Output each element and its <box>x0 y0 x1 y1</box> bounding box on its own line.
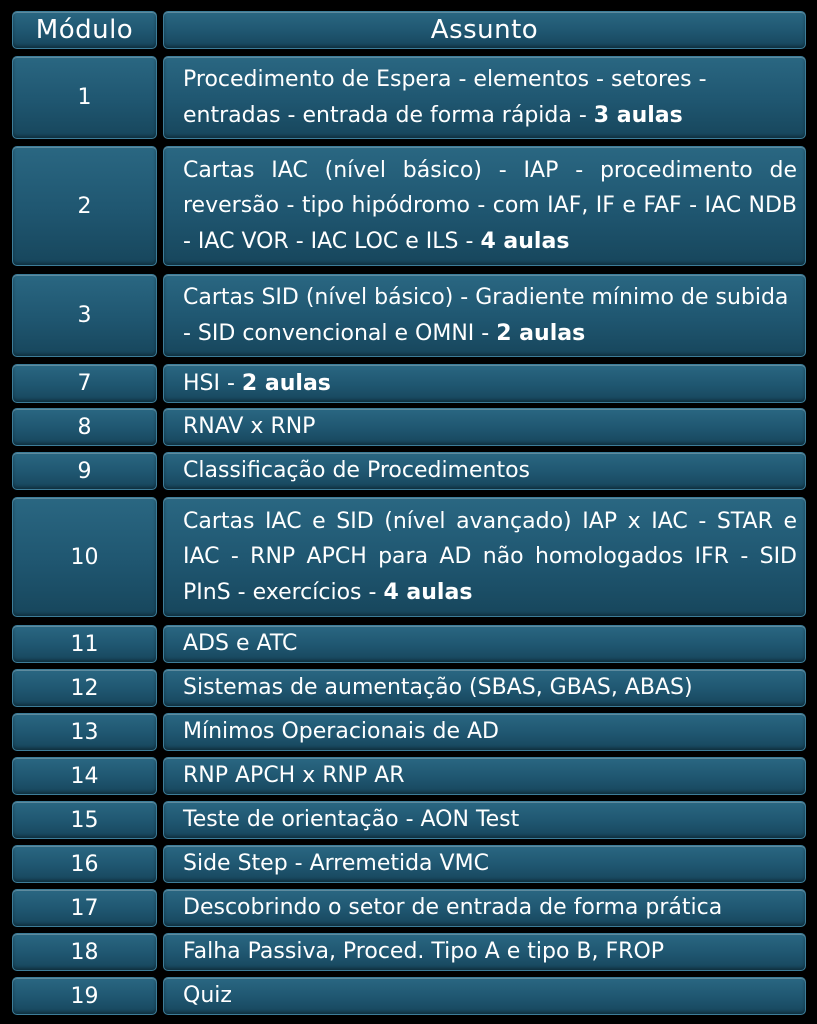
table-row-subject: Classificação de Procedimentos <box>163 452 806 490</box>
table-row-subject: RNAV x RNP <box>163 408 806 446</box>
table-row-subject: Cartas IAC (nível básico) - IAP - procedimento de reversão - tipo hipódromo - com IAF, IF e FAF - IAC NDB - IAC VOR - IAC LOC e ILS - 4 aulas <box>163 146 806 266</box>
table-row-module: 9 <box>12 452 157 490</box>
table-row-module: 7 <box>12 364 157 403</box>
table-row-subject: Sistemas de aumentação (SBAS, GBAS, ABAS) <box>163 669 806 707</box>
header-module <box>12 11 157 49</box>
table-row-module: 19 <box>12 977 157 1015</box>
table-row-module: 13 <box>12 713 157 751</box>
table-row-subject: Quiz <box>163 977 806 1015</box>
table-row-module: 18 <box>12 933 157 971</box>
table-row-module: 11 <box>12 625 157 663</box>
table-row-module: 3 <box>12 274 157 357</box>
table-row-subject: Side Step - Arremetida VMC <box>163 845 806 883</box>
table-row-module: 1 <box>12 56 157 139</box>
table-row-subject: RNP APCH x RNP AR <box>163 757 806 795</box>
table-row-module: 17 <box>12 889 157 927</box>
header-module-label: Módulo <box>35 15 134 45</box>
table-row-subject: Cartas IAC e SID (nível avançado) IAP x IAC - STAR e IAC - RNP APCH para AD não homologados IFR - SID PInS - exercícios - 4 aulas <box>163 497 806 617</box>
table-row-module: 8 <box>12 408 157 446</box>
table-row-module: 12 <box>12 669 157 707</box>
table-row-subject: ADS e ATC <box>163 625 806 663</box>
table-row-subject: HSI - 2 aulas <box>163 364 806 403</box>
table-row-subject: Cartas SID (nível básico) - Gradiente mínimo de subida - SID convencional e OMNI - 2 aulas <box>163 274 806 357</box>
header-subject <box>163 11 806 49</box>
table-row-module: 2 <box>12 146 157 266</box>
table-row-module: 10 <box>12 497 157 617</box>
table-row-subject: Teste de orientação - AON Test <box>163 801 806 839</box>
header-subject-label: Assunto <box>430 15 539 45</box>
table-row-module: 14 <box>12 757 157 795</box>
table-row-module: 16 <box>12 845 157 883</box>
table-row-subject: Falha Passiva, Proced. Tipo A e tipo B, FROP <box>163 933 806 971</box>
table-row-module: 15 <box>12 801 157 839</box>
table-row-subject: Mínimos Operacionais de AD <box>163 713 806 751</box>
table-row-subject: Procedimento de Espera - elementos - setores - entradas - entrada de forma rápida - 3 aulas <box>163 56 806 139</box>
table-row-subject: Descobrindo o setor de entrada de forma prática <box>163 889 806 927</box>
